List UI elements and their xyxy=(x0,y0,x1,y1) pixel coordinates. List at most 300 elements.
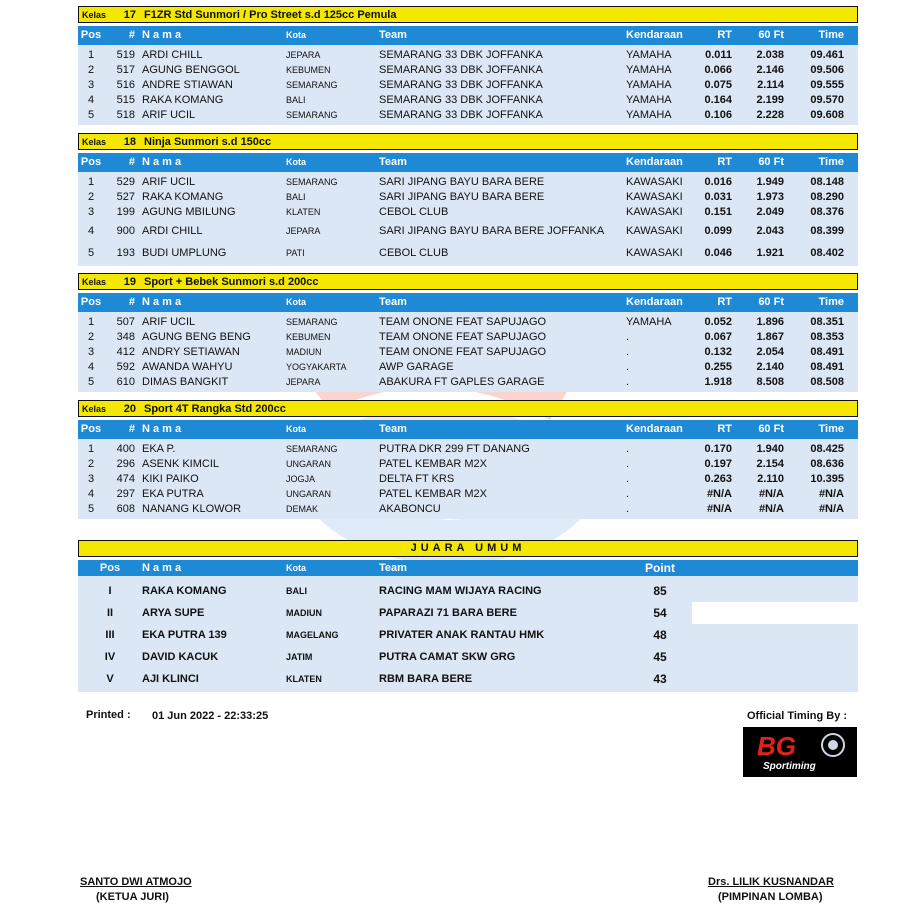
cell-nama: ARIF UCIL xyxy=(142,176,196,188)
cell-ft: 2.228 xyxy=(756,109,784,121)
juara-umum-section xyxy=(78,540,858,692)
table-row xyxy=(78,242,858,264)
cell-kend: KAWASAKI xyxy=(626,206,683,218)
cell-pos: 2 xyxy=(87,64,95,76)
cell-nama: RAKA KOMANG xyxy=(142,94,224,106)
cell-kend: . xyxy=(626,458,630,470)
cell-pos: 3 xyxy=(87,473,95,485)
cell-no: 199 xyxy=(116,206,135,218)
table-header xyxy=(78,153,858,172)
cell-ft: 1.896 xyxy=(756,316,784,328)
table-row xyxy=(78,487,858,502)
table-row xyxy=(78,78,858,93)
cell-pos: 4 xyxy=(87,94,95,106)
header-kota: Kota xyxy=(286,563,306,573)
cell-team: SARI JIPANG BAYU BARA BERE xyxy=(379,176,545,188)
table-header xyxy=(78,420,858,439)
header-rt: RT xyxy=(717,29,732,41)
juara-cell-nama: EKA PUTRA 139 xyxy=(142,629,227,641)
juara-cell-point: 48 xyxy=(653,628,667,642)
cell-nama: NANANG KLOWOR xyxy=(142,503,242,515)
cell-pos: 5 xyxy=(87,503,95,515)
header-team: Team xyxy=(379,296,407,308)
cell-ft: 2.114 xyxy=(757,79,784,91)
cell-rt: #N/A xyxy=(706,488,732,500)
cell-team: SARI JIPANG BAYU BARA BERE JOFFANKA xyxy=(379,225,605,237)
juara-cell-pos: V xyxy=(106,673,114,685)
juara-table-header xyxy=(78,560,858,576)
cell-nama: RAKA KOMANG xyxy=(142,191,224,203)
table-header xyxy=(78,293,858,312)
cell-nama: ARIF UCIL xyxy=(142,316,196,328)
juara-cell-pos: I xyxy=(108,585,112,597)
cell-kota: SEMARANG xyxy=(286,444,338,454)
cell-rt: 0.106 xyxy=(704,109,732,121)
juara-rows xyxy=(78,576,858,692)
cell-kend: YAMAHA xyxy=(626,64,672,76)
cell-nama: ANDRE STIAWAN xyxy=(142,79,233,91)
cell-kend: KAWASAKI xyxy=(626,225,683,237)
cell-team: CEBOL CLUB xyxy=(379,206,449,218)
cell-ft: #N/A xyxy=(758,488,784,500)
sportiming-logo xyxy=(743,727,857,777)
cell-kota: SEMARANG xyxy=(286,80,338,90)
header-rt: RT xyxy=(717,296,732,308)
juara-cell-kota: BALI xyxy=(286,586,307,596)
cell-pos: 2 xyxy=(87,458,95,470)
kelas-name: Sport + Bebek Sunmori s.d 200cc xyxy=(144,275,319,288)
cell-kota: MADIUN xyxy=(286,347,322,357)
cell-kota: KLATEN xyxy=(286,207,321,217)
juara-blank-cell xyxy=(692,602,858,624)
header-pos: Pos xyxy=(80,29,102,41)
juara-cell-pos: III xyxy=(105,629,115,641)
cell-team: PATEL KEMBAR M2X xyxy=(379,458,487,470)
cell-nama: AGUNG BENG BENG xyxy=(142,331,251,343)
cell-rt: 0.151 xyxy=(704,206,732,218)
kelas-number: 18 xyxy=(123,135,136,148)
table-row xyxy=(78,190,858,205)
header-kota: Kota xyxy=(286,30,306,40)
header-rt: RT xyxy=(717,423,732,435)
kelas-label: Kelas xyxy=(82,9,107,20)
cell-ft: 2.199 xyxy=(756,94,784,106)
logo-subtext: Sportiming xyxy=(763,761,816,772)
cell-rt: 0.099 xyxy=(704,225,732,237)
cell-kota: KEBUMEN xyxy=(286,65,331,75)
cell-no: 518 xyxy=(116,109,135,121)
cell-rt: 0.075 xyxy=(704,79,732,91)
cell-pos: 3 xyxy=(87,79,95,91)
cell-team: SEMARANG 33 DBK JOFFANKA xyxy=(379,79,543,91)
cell-ft: 2.146 xyxy=(756,64,784,76)
juara-cell-point: 45 xyxy=(653,650,667,664)
cell-kota: DEMAK xyxy=(286,504,319,514)
header-team: Team xyxy=(379,29,407,41)
cell-kend: . xyxy=(626,331,630,343)
cell-rt: 0.031 xyxy=(704,191,732,203)
cell-kend: . xyxy=(626,346,630,358)
header-pos: Pos xyxy=(80,296,102,308)
sign-left-name: SANTO DWI ATMOJO xyxy=(80,876,192,888)
cell-ft: 1.949 xyxy=(756,176,784,188)
cell-kend: KAWASAKI xyxy=(626,176,683,188)
header-point: Point xyxy=(645,561,675,575)
kelas-name: Sport 4T Rangka Std 200cc xyxy=(144,402,286,415)
header-kend: Kendaraan xyxy=(626,156,683,168)
cell-kend: YAMAHA xyxy=(626,49,672,61)
cell-kota: BALI xyxy=(286,192,306,202)
cell-pos: 1 xyxy=(87,176,95,188)
cell-kota: UNGARAN xyxy=(286,489,332,499)
table-row xyxy=(78,360,858,375)
cell-no: 412 xyxy=(116,346,135,358)
cell-kend: YAMAHA xyxy=(626,94,672,106)
header-nama: N a m a xyxy=(142,423,182,435)
header-pos: Pos xyxy=(99,562,121,574)
cell-kota: YOGYAKARTA xyxy=(286,362,347,372)
cell-kota: JEPARA xyxy=(286,226,321,236)
cell-rt: 0.170 xyxy=(704,443,732,455)
header-nama: N a m a xyxy=(142,156,182,168)
cell-time: 09.570 xyxy=(810,94,844,106)
header-time: Time xyxy=(818,156,844,168)
cell-pos: 2 xyxy=(87,191,95,203)
cell-time: 08.351 xyxy=(810,316,844,328)
header-team: Team xyxy=(379,562,407,574)
header-nama: N a m a xyxy=(142,29,182,41)
cell-ft: 2.043 xyxy=(756,225,784,237)
cell-no: 193 xyxy=(116,247,135,259)
cell-team: AWP GARAGE xyxy=(379,361,454,373)
cell-pos: 1 xyxy=(87,316,95,328)
cell-kota: SEMARANG xyxy=(286,177,338,187)
table-row xyxy=(78,63,858,78)
kelas-label: Kelas xyxy=(82,136,107,147)
cell-kend: . xyxy=(626,503,630,515)
kelas-label: Kelas xyxy=(82,403,107,414)
cell-team: AKABONCU xyxy=(379,503,441,515)
juara-row xyxy=(78,580,858,602)
cell-rt: 0.197 xyxy=(704,458,732,470)
cell-nama: ASENK KIMCIL xyxy=(142,458,220,470)
cell-ft: 2.154 xyxy=(756,458,784,470)
cell-nama: ARDI CHILL xyxy=(142,49,203,61)
cell-team: TEAM ONONE FEAT SAPUJAGO xyxy=(379,331,547,343)
cell-time: 09.506 xyxy=(810,64,844,76)
header-ft: 60 Ft xyxy=(758,423,784,435)
table-header xyxy=(78,26,858,45)
cell-no: 517 xyxy=(116,64,135,76)
cell-nama: ARDI CHILL xyxy=(142,225,203,237)
juara-row xyxy=(78,602,858,624)
kelas-number: 17 xyxy=(123,8,136,21)
cell-rt: 0.046 xyxy=(704,247,732,259)
printed-label: Printed : xyxy=(86,709,131,721)
header-kend: Kendaraan xyxy=(626,29,683,41)
cell-time: 08.399 xyxy=(810,225,844,237)
cell-team: DELTA FT KRS xyxy=(379,473,455,485)
cell-nama: AGUNG MBILUNG xyxy=(142,206,236,218)
cell-rt: 0.011 xyxy=(705,49,732,61)
cell-no: 348 xyxy=(116,331,135,343)
kelas-number: 19 xyxy=(123,275,136,288)
cell-ft: 1.867 xyxy=(756,331,784,343)
class-section-19 xyxy=(78,273,858,392)
logo-text: BG xyxy=(757,731,796,761)
kelas-name: F1ZR Std Sunmori / Pro Street s.d 125cc Pemula xyxy=(144,8,397,21)
cell-team: SARI JIPANG BAYU BARA BERE xyxy=(379,191,545,203)
sign-right-name: Drs. LILIK KUSNANDAR xyxy=(708,876,834,888)
header-nama: N a m a xyxy=(142,296,182,308)
table-row xyxy=(78,205,858,220)
juara-cell-team: PAPARAZI 71 BARA BERE xyxy=(379,607,517,619)
cell-team: TEAM ONONE FEAT SAPUJAGO xyxy=(379,316,547,328)
cell-ft: 2.049 xyxy=(756,206,784,218)
cell-pos: 1 xyxy=(87,49,95,61)
class-section-18 xyxy=(78,133,858,266)
cell-rt: 0.263 xyxy=(704,473,732,485)
header-rt: RT xyxy=(717,156,732,168)
juara-cell-nama: RAKA KOMANG xyxy=(142,585,227,597)
kelas-header-bar xyxy=(78,133,858,150)
cell-ft: 2.038 xyxy=(756,49,784,61)
juara-title: JUARA UMUM xyxy=(78,540,858,557)
header-kend: Kendaraan xyxy=(626,296,683,308)
cell-kota: BALI xyxy=(286,95,306,105)
sign-left-role: (KETUA JURI) xyxy=(96,891,169,903)
header-kota: Kota xyxy=(286,297,306,307)
cell-ft: 2.110 xyxy=(757,473,784,485)
cell-ft: 2.054 xyxy=(756,346,784,358)
juara-cell-kota: KLATEN xyxy=(286,674,322,684)
table-row xyxy=(78,93,858,108)
cell-time: 08.636 xyxy=(810,458,844,470)
table-row xyxy=(78,330,858,345)
juara-cell-nama: ARYA SUPE xyxy=(142,607,205,619)
cell-pos: 3 xyxy=(87,206,95,218)
juara-cell-team: PRIVATER ANAK RANTAU HMK xyxy=(379,629,545,641)
cell-nama: KIKI PAIKO xyxy=(142,473,199,485)
cell-no: 527 xyxy=(116,191,135,203)
cell-kend: YAMAHA xyxy=(626,109,672,121)
kelas-name: Ninja Sunmori s.d 150cc xyxy=(144,135,272,148)
cell-rt: 0.255 xyxy=(704,361,732,373)
cell-no: 516 xyxy=(116,79,135,91)
juara-row xyxy=(78,668,858,690)
cell-no: 296 xyxy=(116,458,135,470)
juara-cell-team: RACING MAM WIJAYA RACING xyxy=(379,585,542,597)
table-row xyxy=(78,108,858,123)
cell-time: #N/A xyxy=(818,503,844,515)
cell-ft: 1.973 xyxy=(756,191,784,203)
cell-pos: 1 xyxy=(87,443,95,455)
cell-kend: . xyxy=(626,443,630,455)
header-time: Time xyxy=(818,29,844,41)
cell-team: SEMARANG 33 DBK JOFFANKA xyxy=(379,94,543,106)
juara-cell-point: 43 xyxy=(653,672,667,686)
header-no: # xyxy=(128,29,135,41)
cell-kend: . xyxy=(626,488,630,500)
cell-time: 09.555 xyxy=(810,79,844,91)
cell-pos: 5 xyxy=(87,376,95,388)
cell-kend: . xyxy=(626,473,630,485)
juara-cell-kota: JATIM xyxy=(286,652,313,662)
cell-kota: UNGARAN xyxy=(286,459,332,469)
juara-cell-nama: DAVID KACUK xyxy=(142,651,219,663)
cell-kend: KAWASAKI xyxy=(626,191,683,203)
cell-rt: 1.918 xyxy=(704,376,732,388)
cell-kota: JEPARA xyxy=(286,377,321,387)
cell-ft: 1.921 xyxy=(756,247,784,259)
cell-team: PUTRA DKR 299 FT DANANG xyxy=(379,443,530,455)
cell-team: ABAKURA FT GAPLES GARAGE xyxy=(379,376,545,388)
cell-kota: SEMARANG xyxy=(286,110,338,120)
table-row xyxy=(78,457,858,472)
cell-nama: ARIF UCIL xyxy=(142,109,196,121)
cell-pos: 4 xyxy=(87,488,95,500)
cell-time: 08.402 xyxy=(810,247,844,259)
table-row xyxy=(78,442,858,457)
printed-value: 01 Jun 2022 - 22:33:25 xyxy=(152,710,269,722)
table-row xyxy=(78,220,858,242)
cell-nama: AGUNG BENGGOL xyxy=(142,64,240,76)
table-rows xyxy=(78,45,858,125)
official-timing-label: Official Timing By : xyxy=(747,710,848,722)
header-kota: Kota xyxy=(286,157,306,167)
cell-pos: 3 xyxy=(87,346,95,358)
cell-kend: YAMAHA xyxy=(626,316,672,328)
cell-kota: KEBUMEN xyxy=(286,332,331,342)
header-no: # xyxy=(128,156,135,168)
cell-no: 608 xyxy=(116,503,135,515)
cell-rt: 0.052 xyxy=(704,316,732,328)
cell-no: 507 xyxy=(116,316,135,328)
cell-no: 515 xyxy=(116,94,135,106)
header-team: Team xyxy=(379,423,407,435)
cell-nama: ANDRY SETIAWAN xyxy=(142,346,240,358)
kelas-header-bar xyxy=(78,6,858,23)
cell-time: 09.608 xyxy=(810,109,844,121)
header-no: # xyxy=(128,423,135,435)
table-row xyxy=(78,502,858,517)
cell-no: 610 xyxy=(116,376,135,388)
cell-time: 08.353 xyxy=(810,331,844,343)
juara-cell-point: 85 xyxy=(653,584,667,598)
cell-kend: . xyxy=(626,376,630,388)
cell-pos: 4 xyxy=(87,361,95,373)
cell-no: 529 xyxy=(116,176,135,188)
cell-time: 08.508 xyxy=(810,376,844,388)
table-row xyxy=(78,375,858,390)
cell-kota: PATI xyxy=(286,248,305,258)
cell-kend: YAMAHA xyxy=(626,79,672,91)
table-rows xyxy=(78,312,858,392)
header-kota: Kota xyxy=(286,424,306,434)
header-pos: Pos xyxy=(80,423,102,435)
cell-nama: AWANDA WAHYU xyxy=(142,361,233,373)
cell-rt: #N/A xyxy=(706,503,732,515)
cell-team: TEAM ONONE FEAT SAPUJAGO xyxy=(379,346,547,358)
juara-row xyxy=(78,646,858,668)
cell-pos: 5 xyxy=(87,247,95,259)
cell-kota: JOGJA xyxy=(286,474,316,484)
cell-rt: 0.067 xyxy=(704,331,732,343)
cell-kota: SEMARANG xyxy=(286,317,338,327)
class-section-20 xyxy=(78,400,858,519)
cell-time: 09.461 xyxy=(810,49,844,61)
cell-kend: KAWASAKI xyxy=(626,247,683,259)
cell-team: CEBOL CLUB xyxy=(379,247,449,259)
kelas-header-bar xyxy=(78,400,858,417)
juara-cell-nama: AJI KLINCI xyxy=(142,673,199,685)
table-row xyxy=(78,345,858,360)
juara-cell-team: PUTRA CAMAT SKW GRG xyxy=(379,651,516,663)
cell-time: 08.376 xyxy=(810,206,844,218)
header-time: Time xyxy=(818,423,844,435)
cell-time: #N/A xyxy=(818,488,844,500)
cell-time: 08.491 xyxy=(810,361,844,373)
cell-nama: EKA P. xyxy=(142,443,176,455)
cell-time: 10.395 xyxy=(810,473,844,485)
cell-team: PATEL KEMBAR M2X xyxy=(379,488,487,500)
header-time: Time xyxy=(818,296,844,308)
juara-cell-pos: IV xyxy=(104,651,116,663)
cell-no: 900 xyxy=(116,225,135,237)
juara-cell-kota: MADIUN xyxy=(286,608,322,618)
header-ft: 60 Ft xyxy=(758,296,784,308)
table-rows xyxy=(78,439,858,519)
cell-team: SEMARANG 33 DBK JOFFANKA xyxy=(379,64,543,76)
cell-team: SEMARANG 33 DBK JOFFANKA xyxy=(379,49,543,61)
juara-cell-kota: MAGELANG xyxy=(286,630,339,640)
cell-team: SEMARANG 33 DBK JOFFANKA xyxy=(379,109,543,121)
cell-ft: 1.940 xyxy=(756,443,784,455)
juara-cell-pos: II xyxy=(106,607,114,619)
cell-pos: 4 xyxy=(87,225,95,237)
cell-ft: 8.508 xyxy=(756,376,784,388)
header-kend: Kendaraan xyxy=(626,423,683,435)
cell-ft: 2.140 xyxy=(756,361,784,373)
juara-cell-point: 54 xyxy=(653,606,667,620)
cell-no: 592 xyxy=(116,361,135,373)
cell-rt: 0.016 xyxy=(704,176,732,188)
kelas-header-bar xyxy=(78,273,858,290)
header-pos: Pos xyxy=(80,156,102,168)
cell-kota: JEPARA xyxy=(286,50,321,60)
cell-ft: #N/A xyxy=(758,503,784,515)
table-row xyxy=(78,175,858,190)
sign-right-role: (PIMPINAN LOMBA) xyxy=(718,891,823,903)
table-row xyxy=(78,48,858,63)
cell-no: 519 xyxy=(116,49,135,61)
cell-time: 08.148 xyxy=(810,176,844,188)
cell-no: 297 xyxy=(116,488,135,500)
cell-pos: 5 xyxy=(87,109,95,121)
header-ft: 60 Ft xyxy=(758,156,784,168)
cell-no: 474 xyxy=(116,473,135,485)
header-nama: N a m a xyxy=(142,562,182,574)
header-no: # xyxy=(128,296,135,308)
cell-rt: 0.132 xyxy=(704,346,732,358)
table-row xyxy=(78,315,858,330)
cell-no: 400 xyxy=(116,443,135,455)
juara-row xyxy=(78,624,858,646)
cell-nama: BUDI UMPLUNG xyxy=(142,247,227,259)
cell-kend: . xyxy=(626,361,630,373)
cell-nama: DIMAS BANGKIT xyxy=(142,376,229,388)
kelas-number: 20 xyxy=(123,402,136,415)
